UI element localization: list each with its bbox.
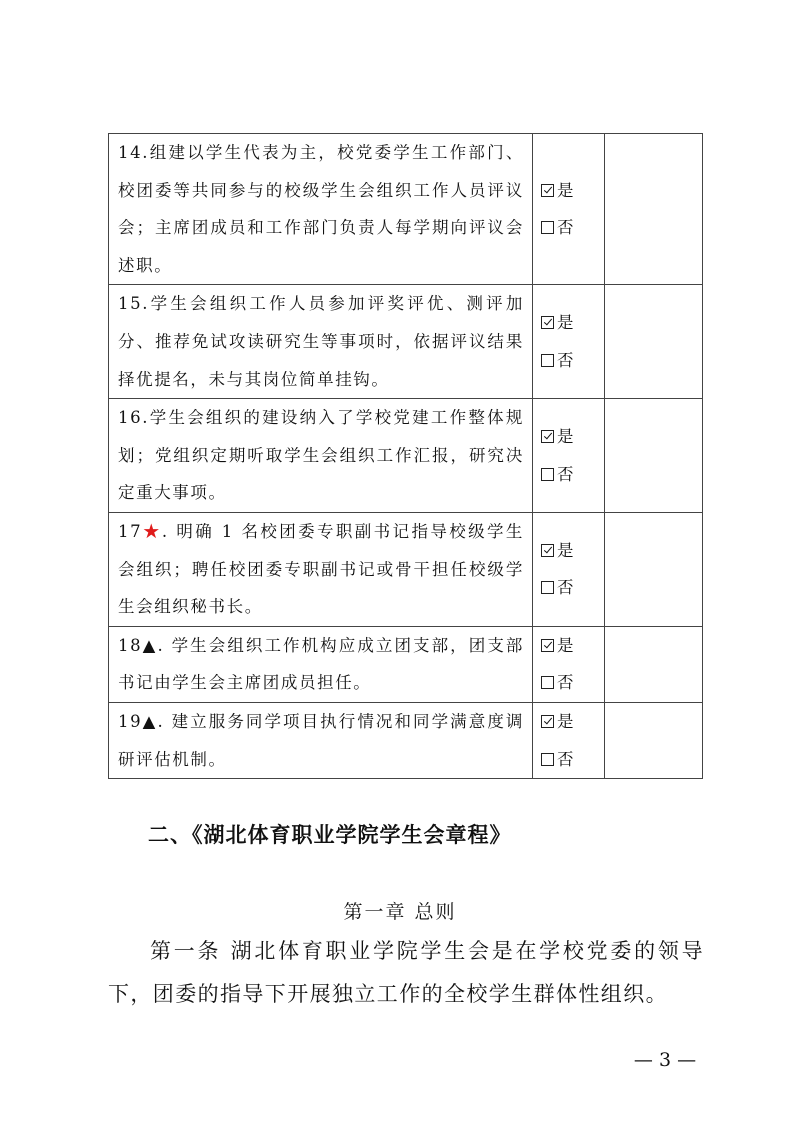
no-option[interactable] [533, 569, 604, 607]
yes-option[interactable] [533, 627, 604, 665]
check-cell [533, 285, 605, 399]
yes-label: 是 [557, 635, 574, 655]
yes-label: 是 [557, 540, 574, 560]
checked-box-icon[interactable] [541, 316, 554, 329]
remark-cell [605, 512, 703, 626]
checked-box-icon[interactable] [541, 184, 554, 197]
yes-option[interactable] [533, 304, 604, 342]
yes-option[interactable] [533, 418, 604, 456]
item-number: 15. [118, 294, 150, 314]
table-row [109, 134, 703, 285]
chapter-title: 第一章 总则 [343, 901, 457, 923]
item-content: 学生会组织工作人员参加评奖评优、测评加分、推荐免试攻读研究生等事项时，依据评议结果择优提名，未与其岗位简单挂钩。 [118, 294, 524, 389]
table-row [109, 512, 703, 626]
unchecked-box-icon[interactable] [541, 354, 554, 367]
no-option[interactable] [533, 342, 604, 380]
unchecked-box-icon[interactable] [541, 468, 554, 481]
no-label: 否 [557, 673, 574, 693]
table-row [109, 702, 703, 778]
unchecked-box-icon[interactable] [541, 676, 554, 689]
unchecked-box-icon[interactable] [541, 753, 554, 766]
yes-option[interactable] [533, 532, 604, 570]
yes-label: 是 [557, 180, 574, 200]
item-number: 16. [118, 408, 150, 428]
no-label: 否 [557, 578, 574, 598]
table-row [109, 626, 703, 702]
checked-box-icon[interactable] [541, 430, 554, 443]
no-label: 否 [557, 350, 574, 370]
item-cell [109, 134, 533, 285]
yes-option[interactable] [533, 703, 604, 741]
item-cell [109, 702, 533, 778]
no-label: 否 [557, 464, 574, 484]
check-cell [533, 626, 605, 702]
item-cell [109, 626, 533, 702]
checklist-table [108, 133, 703, 779]
item-text [109, 399, 532, 512]
no-option[interactable] [533, 741, 604, 779]
remark-cell [605, 285, 703, 399]
yes-label: 是 [557, 313, 574, 333]
item-content: 学生会组织的建设纳入了学校党建工作整体规划；党组织定期听取学生会组织工作汇报，研究决定重大事项。 [118, 408, 524, 503]
item-text [109, 513, 532, 626]
check-cell [533, 134, 605, 285]
item-content: 组建以学生代表为主，校党委学生工作部门、校团委等共同参与的校级学生会组织工作人员评议会；主席团成员和工作部门负责人每学期向评议会述职。 [118, 143, 524, 275]
item-content: . 学生会组织工作机构应成立团支部，团支部书记由学生会主席团成员担任。 [118, 635, 524, 693]
item-text [109, 285, 532, 398]
checked-box-icon[interactable] [541, 715, 554, 728]
remark-cell [605, 134, 703, 285]
remark-cell [605, 702, 703, 778]
triangle-mark-icon: ▲ [142, 635, 158, 655]
item-text [109, 134, 532, 284]
item-content: . 明确 1 名校团委专职副书记指导校级学生会组织；聘任校团委专职副书记或骨干担任校级学生会组织秘书长。 [118, 521, 524, 617]
item-cell [109, 399, 533, 513]
unchecked-box-icon[interactable] [541, 581, 554, 594]
item-number: 18 [118, 635, 143, 655]
item-number: 14. [118, 143, 150, 162]
yes-label: 是 [557, 426, 574, 446]
checked-box-icon[interactable] [541, 639, 554, 652]
check-cell [533, 512, 605, 626]
article-1: 第一条 湖北体育职业学院学生会是在学校党委的领导下，团委的指导下开展独立工作的全校学生群体性组织。 [108, 939, 704, 1006]
item-content: . 建立服务同学项目执行情况和同学满意度调研评估机制。 [118, 711, 524, 769]
no-label: 否 [557, 749, 574, 769]
item-text [109, 627, 532, 702]
no-label: 否 [557, 218, 574, 238]
page-number: — 3 — [633, 1049, 697, 1071]
section-heading: 二、《湖北体育职业学院学生会章程》 [148, 823, 512, 847]
item-cell [109, 285, 533, 399]
yes-label: 是 [557, 711, 574, 731]
no-option[interactable] [533, 664, 604, 702]
no-option[interactable] [533, 209, 604, 247]
check-cell [533, 702, 605, 778]
star-mark-icon: ★ [142, 521, 162, 541]
remark-cell [605, 626, 703, 702]
item-cell [109, 512, 533, 626]
checked-box-icon[interactable] [541, 544, 554, 557]
item-number: 17 [118, 521, 143, 541]
check-cell [533, 399, 605, 513]
unchecked-box-icon[interactable] [541, 221, 554, 234]
table-row [109, 285, 703, 399]
item-text [109, 703, 532, 778]
triangle-mark-icon: ▲ [142, 711, 158, 731]
table-row [109, 399, 703, 513]
no-option[interactable] [533, 456, 604, 494]
yes-option[interactable] [533, 172, 604, 210]
checklist-body [109, 134, 703, 779]
item-number: 19 [118, 711, 143, 731]
remark-cell [605, 399, 703, 513]
